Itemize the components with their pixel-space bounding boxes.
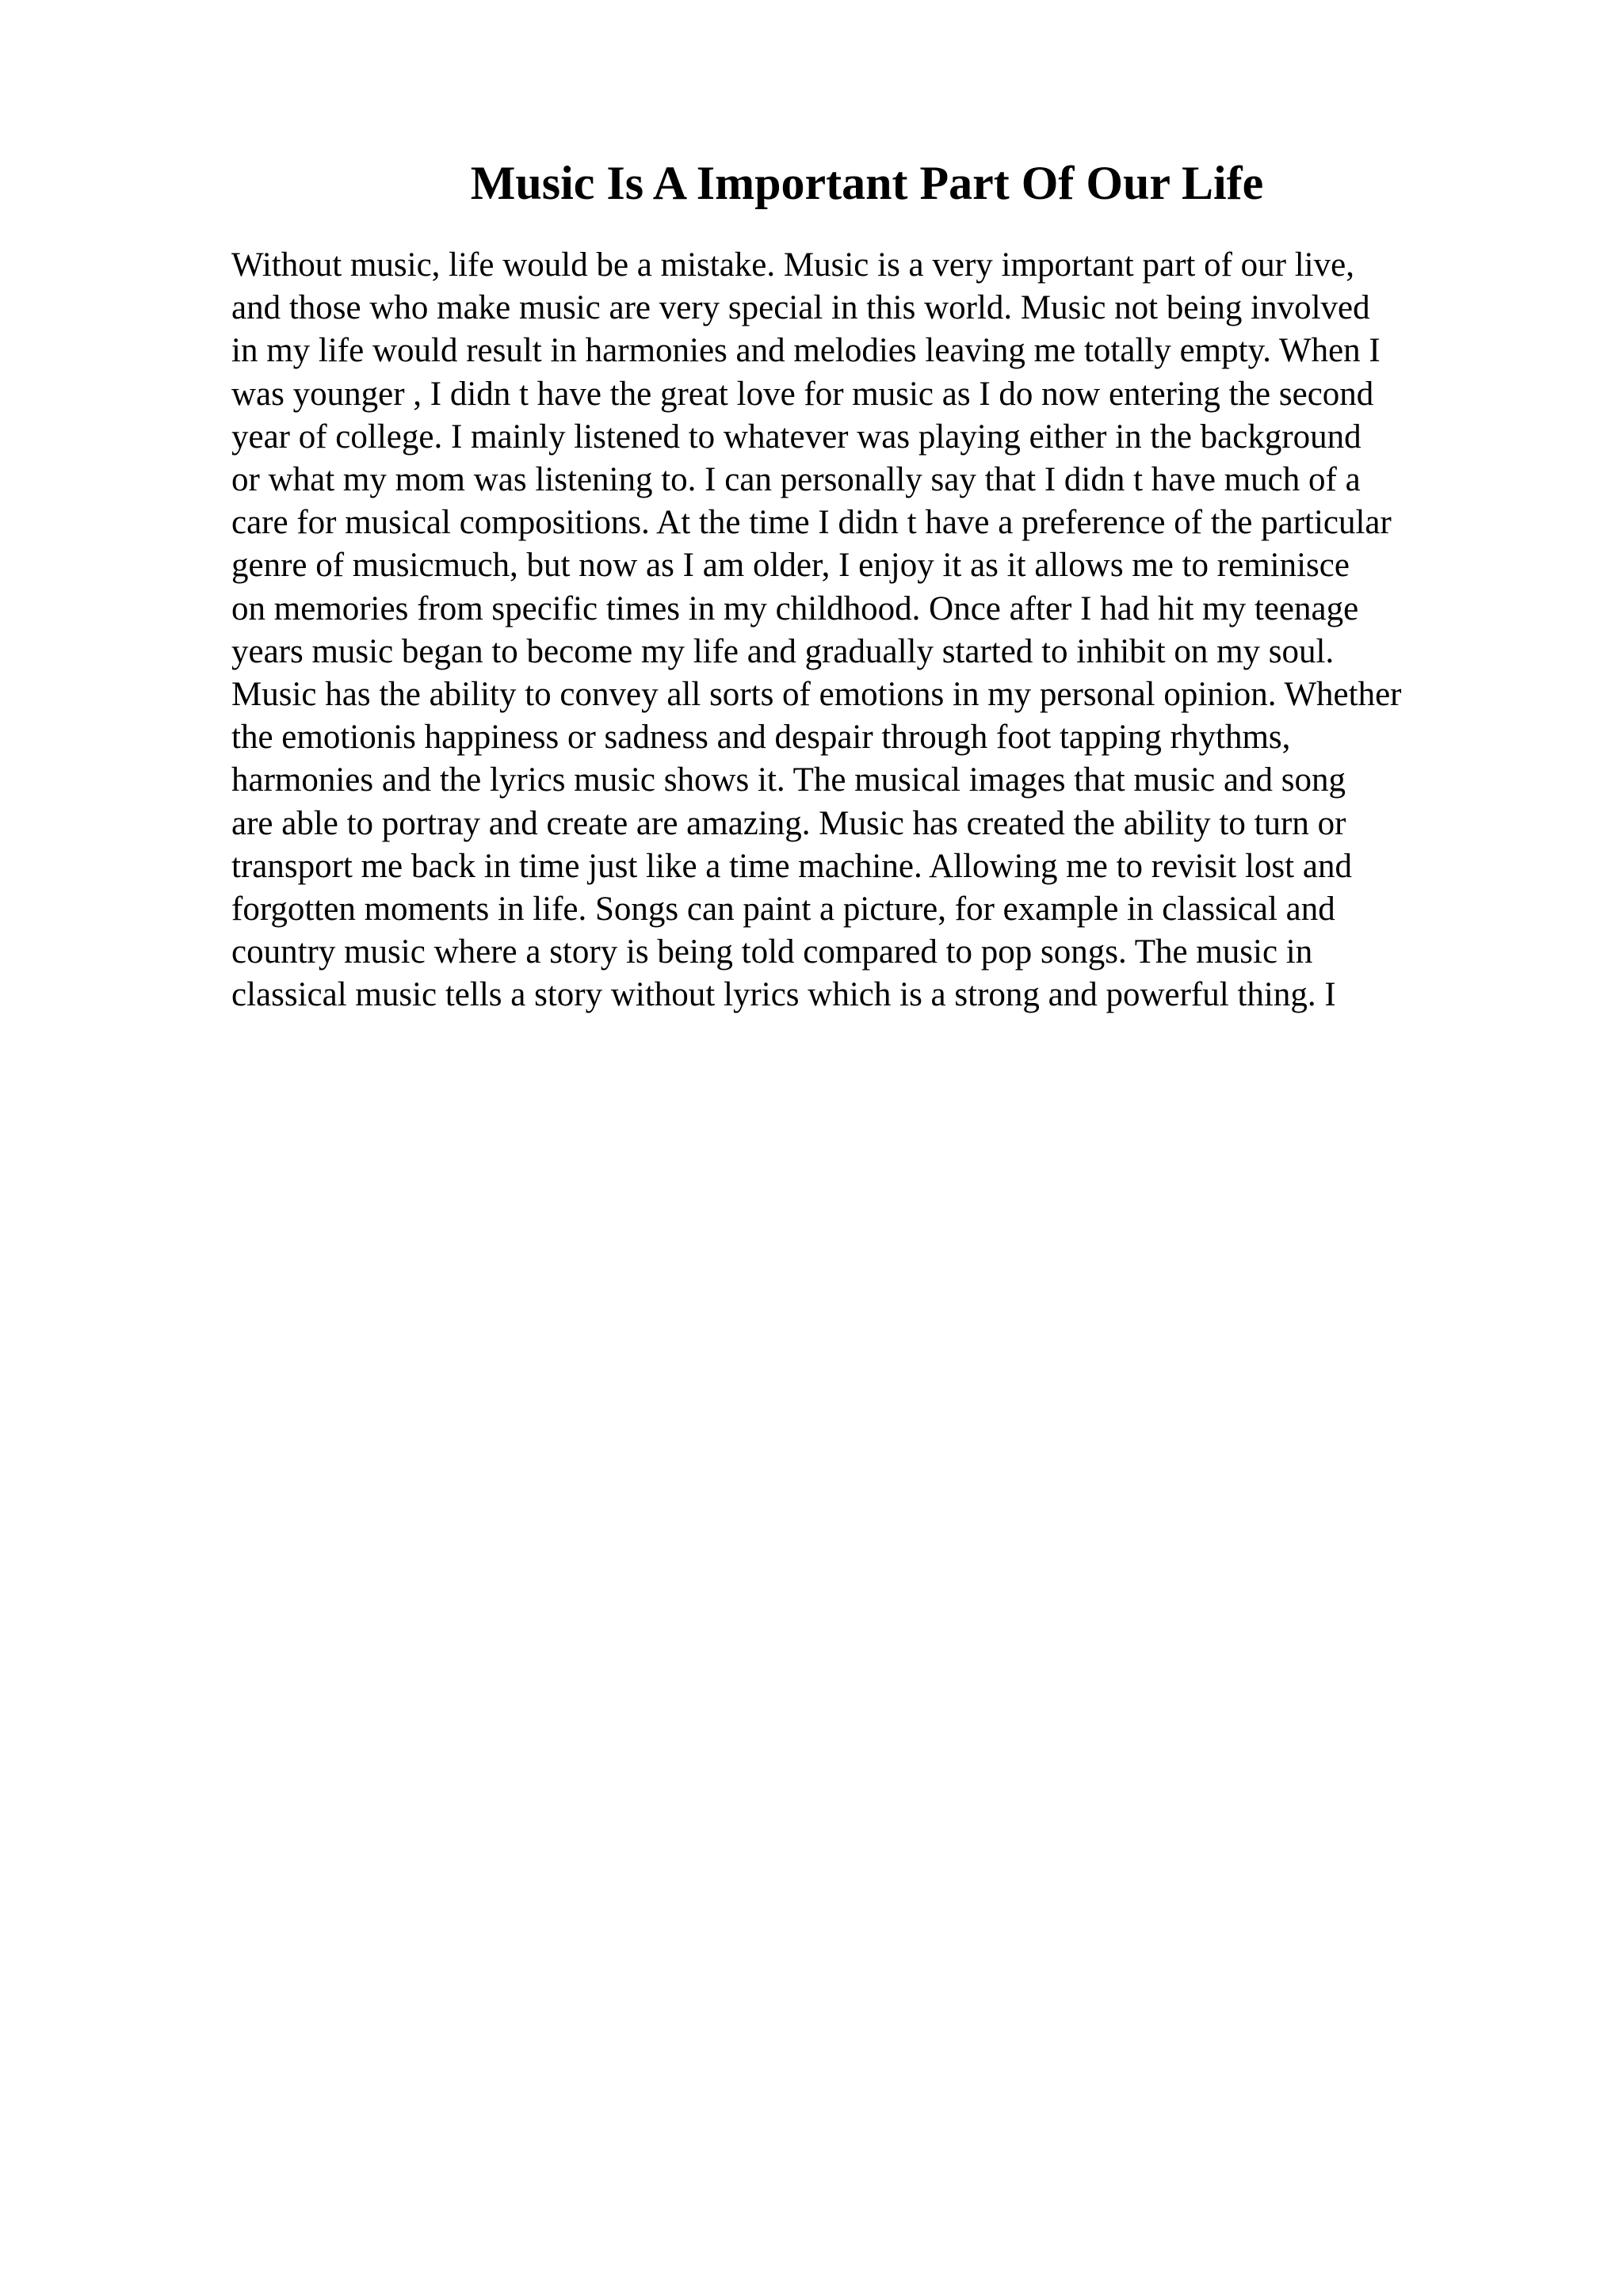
body-line: genre of musicmuch, but now as I am older, I enjoy it as it allows me to reminisce: [231, 547, 1350, 585]
body-line: forgotten moments in life. Songs can paint a picture, for example in classical and: [231, 891, 1335, 929]
body-line: classical music tells a story without lyrics which is a strong and powerful thing. I: [231, 976, 1336, 1014]
document-body: [231, 244, 1531, 1017]
body-line: are able to portray and create are amazing. Music has created the ability to turn or: [231, 804, 1346, 842]
body-line: the emotionis happiness or sadness and despair through foot tapping rhythms,: [231, 719, 1291, 757]
body-line: Without music, life would be a mistake. Music is a very important part of our live,: [231, 246, 1354, 284]
body-line: care for musical compositions. At the time I didn t have a preference of the particular: [231, 504, 1392, 542]
body-line: harmonies and the lyrics music shows it. The musical images that music and song: [231, 761, 1346, 799]
body-line: on memories from specific times in my childhood. Once after I had hit my teenage: [231, 589, 1359, 627]
body-line: and those who make music are very special in this world. Music not being involved: [231, 289, 1370, 327]
body-line: Music has the ability to convey all sorts of emotions in my personal opinion. Whether: [231, 676, 1402, 714]
body-line: transport me back in time just like a time machine. Allowing me to revisit lost and: [231, 847, 1352, 885]
body-line: was younger , I didn t have the great love for music as I do now entering the second: [231, 375, 1374, 413]
body-line: in my life would result in harmonies and melodies leaving me totally empty. When I: [231, 332, 1381, 370]
body-line: country music where a story is being told compared to pop songs. The music in: [231, 933, 1313, 971]
body-line: year of college. I mainly listened to whatever was playing either in the background: [231, 418, 1361, 456]
body-line: or what my mom was listening to. I can personally say that I didn t have much of a: [231, 461, 1361, 499]
body-line: years music began to become my life and gradually started to inhibit on my soul.: [231, 632, 1335, 670]
document-title: Music Is A Important Part Of Our Life: [470, 157, 1264, 209]
